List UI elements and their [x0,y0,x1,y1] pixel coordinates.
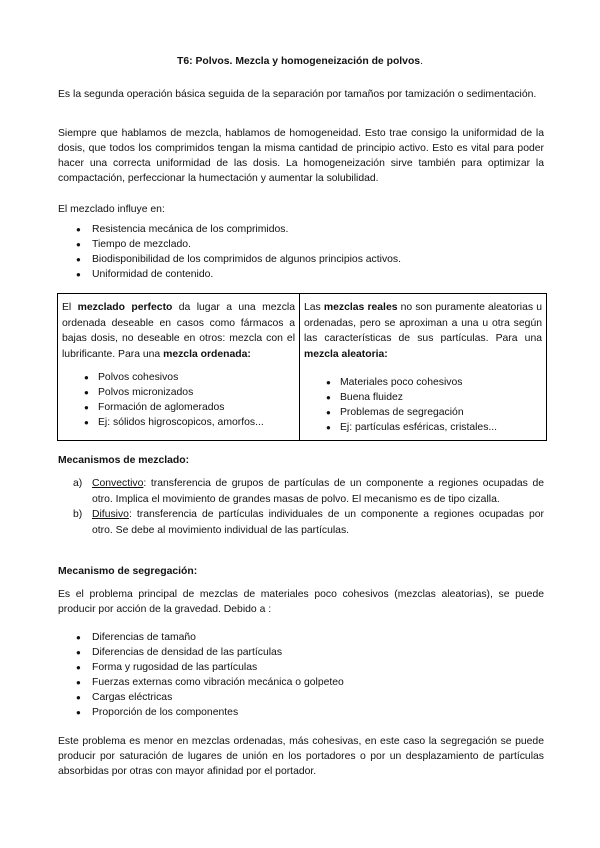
text-run: no son puramente aleatorias u ordenadas, pero se aproximan a una u otra según las características de sus partículas. Para una [304,302,542,344]
aleatoria-description [304,300,542,362]
table-cell-mezcla-aleatoria [300,294,546,440]
text-run: : transferencia de partículas individuales de un componente a regiones ocupadas por otro. Se debe al movimiento individual de las partículas. [92,509,544,536]
list-item: ● Problemas de segregación [304,405,542,420]
segregacion-list [58,630,544,720]
term-convectivo: Convectivo [92,478,144,489]
segregacion-closing: Este problema es menor en mezclas ordenadas, más cohesivas, en este caso la segregación se puede producir por saturación de lugares de unión en los portadores o por un desplazamiento de partículas absorbidas por otras con mayor afinidad por el portador. [58,736,544,777]
list-item: ● Diferencias de tamaño [58,630,544,645]
mecanismos-list [58,476,544,538]
term-mezclas-reales: mezclas reales [323,302,398,313]
comparison-table [57,293,547,441]
list-item: ● Tiempo de mezclado. [58,237,544,252]
term-mezcla-ordenada: mezcla ordenada: [163,348,251,360]
text-run: Las [304,302,324,313]
term-mezcla-aleatoria: mezcla aleatoria: [304,348,388,360]
text-run: : transferencia de grupos de partículas de un componente a regiones ocupadas de otro. Implica el movimiento de grandes masas de polvo. El mecanismo es de tipo cizalla. [92,478,544,505]
list-item: ● Fuerzas externas como vibración mecánica o golpeteo [58,675,544,690]
page-title-bold: T6: Polvos. Mezcla y homogeneización de polvos [177,56,421,67]
list-item: ● Formación de aglomerados [62,400,295,415]
list-item: ● Forma y rugosidad de las partículas [58,660,544,675]
intro-paragraph: Es la segunda operación básica seguida de la separación por tamaños por tamización o sedimentación. [58,89,537,100]
ordenada-list [62,370,295,430]
segregacion-heading: Mecanismo de segregación: [58,566,198,577]
list-item: ● Buena fluidez [304,390,542,405]
text-run: El [62,302,78,313]
table-cell-mezcla-ordenada [58,294,300,440]
list-item: ● Polvos micronizados [62,385,295,400]
list-item: ● Diferencias de densidad de las partículas [58,645,544,660]
list-item: ● Resistencia mecánica de los comprimidos. [58,222,544,237]
list-marker: b) [73,509,83,520]
list-item: ● Materiales poco cohesivos [304,375,542,390]
list-item: ● Proporción de los componentes [58,705,544,720]
page-title-end: . [420,56,423,67]
mecanismos-heading: Mecanismos de mezclado: [58,455,190,466]
ordenada-description [62,300,295,362]
aleatoria-list [304,375,542,435]
homogeneidad-paragraph: Siempre que hablamos de mezcla, hablamos de homogeneidad. Esto trae consigo la uniformidad de la dosis, que todos los comprimidos tengan la misma cantidad de principio activo. Esto es vital para poder hacer una correcta uniformidad de las dosis. La homogeneización sirve también para optimizar la compactación, perfeccionar la humectación y aumentar la solubilidad. [58,128,544,184]
term-mezclado-perfecto: mezclado perfecto [77,302,173,313]
term-difusivo: Difusivo [92,509,129,520]
page-title [0,56,600,67]
list-marker: a) [73,478,83,489]
text-run: da lugar a una mezcla ordenada deseable en casos como fármacos a bajas dosis, no deseable en otros: mezcla con el lubrificante. Para una [62,302,295,360]
influye-list [58,222,544,282]
list-item: ● Ej: partículas esféricas, cristales... [304,420,542,435]
list-item: ● Uniformidad de contenido. [58,267,544,282]
list-item: ● Ej: sólidos higroscopicos, amorfos... [62,415,295,430]
list-item: ● Polvos cohesivos [62,370,295,385]
list-item [58,476,544,507]
list-item [58,507,544,538]
list-item: ● Biodisponibilidad de los comprimidos de algunos principios activos. [58,252,544,267]
list-item: ● Cargas eléctricas [58,690,544,705]
segregacion-intro: Es el problema principal de mezclas de materiales poco cohesivos (mezclas aleatorias), se puede producir por acción de la gravedad. Debido a : [58,589,544,615]
influye-intro: El mezclado influye en: [58,204,165,215]
